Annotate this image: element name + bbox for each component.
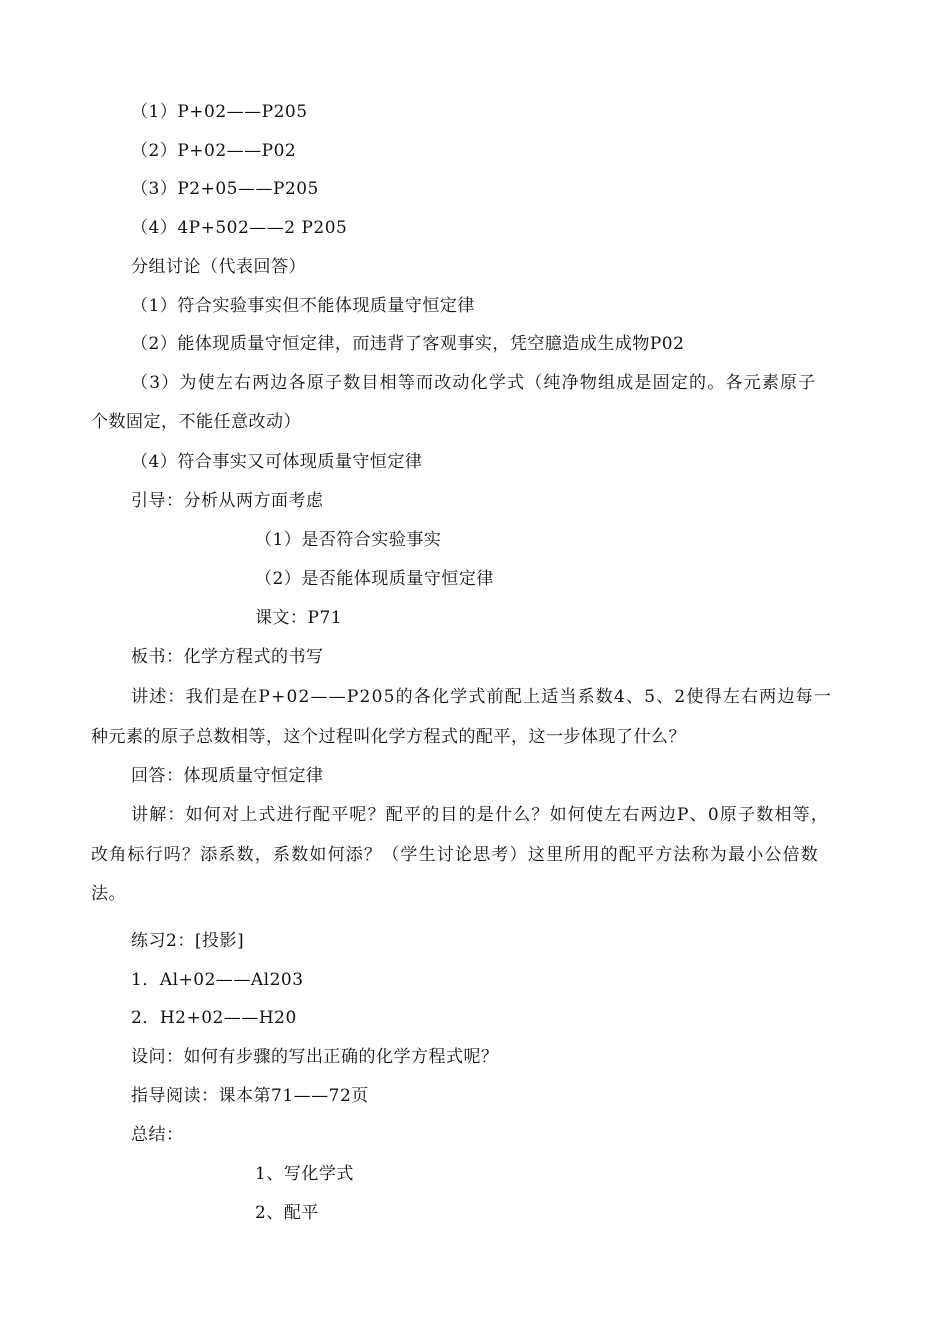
- discussion-answer-4: （4）符合事实又可体现质量守恒定律: [131, 452, 423, 472]
- lecture-line-1: 讲解：如何对上式进行配平呢？配平的目的是什么？如何使左右两边P、0原子数相等，: [131, 805, 830, 825]
- discussion-answer-3: （3）为使左右两边各原子数目相等而改动化学式（纯净物组成是固定的。各元素原子: [131, 373, 817, 393]
- answer-line: 回答：体现质量守恒定律: [131, 766, 324, 786]
- discussion-answer-2: （2）能体现质量守恒定律，而违背了客观事实，凭空臆造成生成物P02: [131, 334, 685, 354]
- summary-step-2: 2、配平: [255, 1203, 319, 1223]
- equation-line-1: （1）P+02——P205: [131, 102, 308, 122]
- lecture-line-2: 改角标行吗？添系数，系数如何添？（学生讨论思考）这里所用的配平方法称为最小公倍数: [91, 845, 819, 865]
- discussion-answer-3-continued: 个数固定，不能任意改动）: [91, 412, 301, 432]
- summary-heading: 总结：: [131, 1125, 184, 1145]
- exercise-item-1: 1．Al+02——Al203: [131, 970, 304, 990]
- equation-line-4: （4）4P+502——2 P205: [131, 218, 348, 238]
- explanation-line-1: 讲述：我们是在P+02——P205的各化学式前配上适当系数4、5、2使得左右两边每一: [131, 687, 833, 707]
- exercise-heading: 练习2：[投影]: [131, 931, 245, 951]
- summary-step-1: 1、写化学式: [255, 1164, 354, 1184]
- equation-line-3: （3）P2+05——P205: [131, 179, 319, 199]
- equation-line-2: （2）P+02——P02: [131, 141, 297, 161]
- reading-guide-line: 指导阅读：课本第71——72页: [131, 1086, 369, 1106]
- discussion-answer-1: （1）符合实验事实但不能体现质量守恒定律: [131, 296, 475, 316]
- guidance-point-1: （1）是否符合实验事实: [255, 530, 442, 550]
- exercise-item-2: 2．H2+02——H20: [131, 1008, 297, 1028]
- lecture-line-3: 法。: [91, 884, 126, 904]
- guidance-point-2: （2）是否能体现质量守恒定律: [255, 569, 494, 589]
- textbook-reference: 课文：P71: [255, 608, 343, 628]
- explanation-line-2: 种元素的原子总数相等，这个过程叫化学方程式的配平，这一步体现了什么？: [91, 727, 686, 747]
- group-discussion-heading: 分组讨论（代表回答）: [131, 257, 306, 277]
- question-line: 设问：如何有步骤的写出正确的化学方程式呢？: [131, 1047, 499, 1067]
- blackboard-heading: 板书：化学方程式的书写: [131, 647, 324, 667]
- guidance-line: 引导：分析从两方面考虑: [131, 491, 324, 511]
